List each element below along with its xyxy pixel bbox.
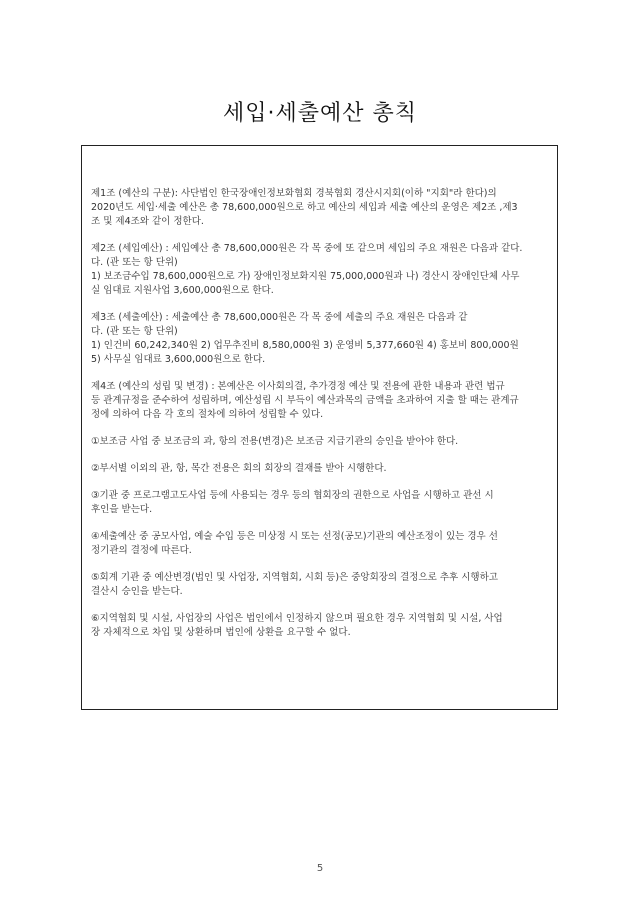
item-4-line-1: ④세출예산 중 공모사업, 예술 수입 등은 미상정 시 또는 선정(공모)기관의 예산조정이 있는 경우 선 <box>91 531 498 542</box>
page-number: 5 <box>316 863 324 874</box>
article-1 <box>91 187 548 229</box>
article-4-line-2: 등 관계규정을 준수하여 성립하며, 예산성립 시 부득이 예산과목의 금액을 초과하여 지출 할 때는 관계규 <box>91 395 519 406</box>
item-4-line-2: 정기관의 결정에 따른다. <box>91 545 192 556</box>
article-4-line-3: 정에 의하여 다음 각 호의 절차에 의하여 성립할 수 있다. <box>91 409 324 420</box>
item-3 <box>91 489 548 517</box>
item-4 <box>91 530 548 558</box>
item-5-line-1: ⑤회계 기관 중 예산변경(법인 및 사업장, 지역협회, 시회 등)은 중앙회장의 결정으로 추후 시행하고 <box>91 572 498 583</box>
item-3-line-1: ③기관 중 프로그램고도사업 등에 사용되는 경우 등의 협회장의 권한으로 사업을 시행하고 관선 시 <box>91 490 494 501</box>
article-3-line-3: 1) 인건비 60,242,340원 2) 업무추진비 8,580,000원 3) 운영비 5,377,660원 4) 홍보비 800,000원 <box>91 340 519 351</box>
item-3-line-2: 후인을 받는다. <box>91 504 153 515</box>
item-5-line-2: 결산시 승인을 받는다. <box>91 586 183 597</box>
article-4-line-1: 제4조 (예산의 성립 및 변경) : 본예산은 이사회의결, 추가경정 예산 및 전용에 관한 내용과 관련 법규 <box>91 381 505 392</box>
item-2 <box>91 462 548 476</box>
article-2-line-1: 제2조 (세입예산) : 세입예산 총 78,600,000원은 각 목 중에 또 같으며 세입의 주요 재원은 다음과 같다. <box>91 243 523 254</box>
item-6-line-2: 장 자체적으로 차입 및 상환하며 법인에 상환을 요구할 수 없다. <box>91 627 351 638</box>
article-3-line-1: 제3조 (세출예산) : 세출예산 총 78,600,000원은 각 목 중에 세출의 주요 재원은 다음과 같 <box>91 312 468 323</box>
item-6-line-1: ⑥지역협회 및 시설, 사업장의 사업은 법인에서 인정하지 않으며 필요한 경우 지역협회 및 시설, 사업 <box>91 613 503 624</box>
article-1-line-2: 2020년도 세입·세출 예산은 총 78,600,000원으로 하고 예산의 세입과 세출 예산의 운영은 제2조 ,제3 <box>91 202 518 213</box>
article-2-line-2: 다. (관 또는 항 단위) <box>91 257 178 268</box>
article-1-line-3: 조 및 제4조와 같이 정한다. <box>91 216 204 227</box>
document-title: 세입·세출예산 총칙 <box>222 101 417 126</box>
item-1 <box>91 435 548 449</box>
article-2-line-3: 1) 보조금수입 78,600,000원으로 가) 장애인정보화지원 75,000,000원과 나) 경산시 장애인단체 사무 <box>91 271 520 282</box>
article-2 <box>91 242 548 298</box>
item-2-line-1: ②부서별 이외의 관, 항, 목간 전용은 회의 회장의 결재를 받아 시행한다. <box>91 463 387 474</box>
item-6 <box>91 612 548 640</box>
item-1-line-1: ①보조금 사업 중 보조금의 과, 항의 전용(변경)은 보조금 지급기관의 승인을 받아야 한다. <box>91 436 459 447</box>
article-2-line-4: 실 임대료 지원사업 3,600,000원으로 한다. <box>91 285 274 296</box>
article-3-line-4: 5) 사무실 임대료 3,600,000원으로 한다. <box>91 354 266 365</box>
article-3-line-2: 다. (관 또는 항 단위) <box>91 326 178 337</box>
article-1-line-1: 제1조 (예산의 구분): 사단법인 한국장애인정보화협회 경북협회 경산시지회(이하 "지회"라 한다)의 <box>91 188 497 199</box>
budget-rules-box <box>81 145 558 710</box>
item-5 <box>91 571 548 599</box>
article-4 <box>91 380 548 422</box>
article-3 <box>91 311 548 367</box>
